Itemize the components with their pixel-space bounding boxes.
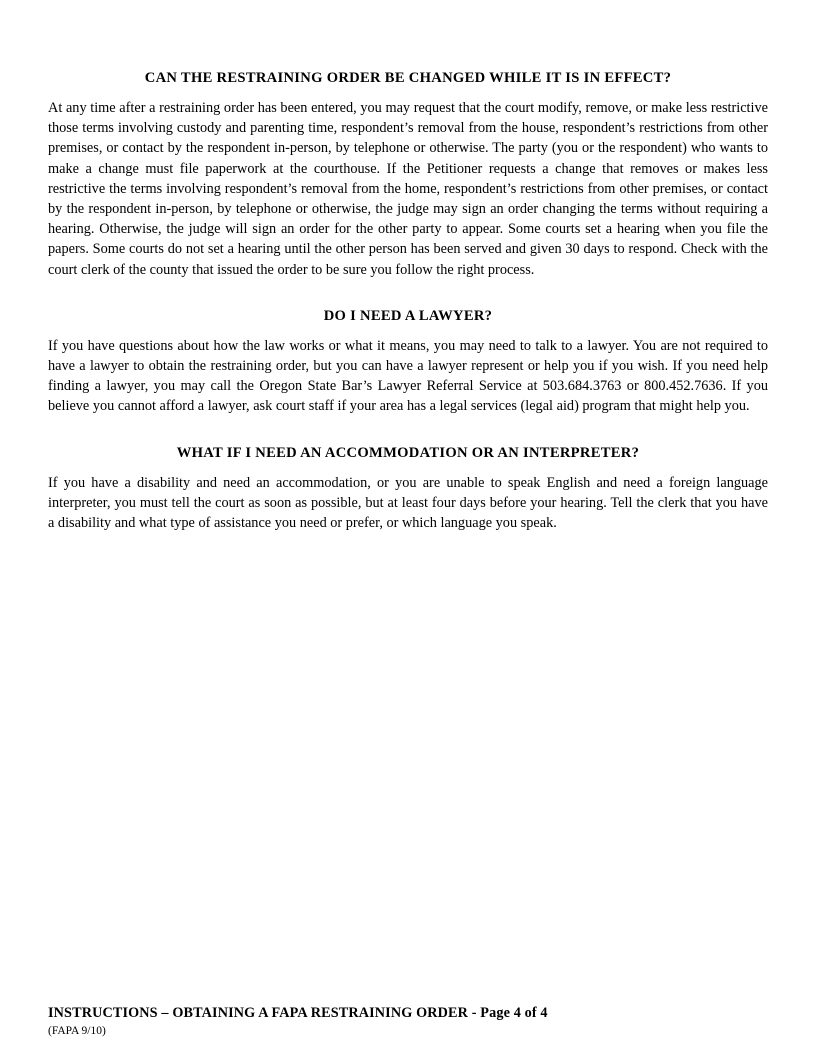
section-heading-restraining-order-changes: CAN THE RESTRAINING ORDER BE CHANGED WHILE IT IS IN EFFECT? — [144, 70, 672, 86]
footer-title: INSTRUCTIONS – OBTAINING A FAPA RESTRAINING ORDER - Page 4 of 4 — [48, 1005, 548, 1021]
footer-form-code: (FAPA 9/10) — [48, 1025, 106, 1037]
section-body-restraining-order-changes: At any time after a restraining order has been entered, you may request that the court modify, remove, or make less restrictive those terms involving custody and parenting time, respondent’s removal from the house, respondent’s restrictions from other premises, or contact by the respondent in-person, by telephone or otherwise. The party (you or the respondent) who wants to make a change must file paperwork at the courthouse. If the Petitioner requests a change that removes or makes less restrictive the terms involving respondent’s removal from the home, respondent’s restrictions from other premises, or contact by the respondent in-person, by telephone or otherwise, the judge may sign an order changing the terms without requiring a hearing. Otherwise, the judge will sign an order for the other party to appear. Some courts set a hearing when you file the papers. Some courts do not set a hearing until the other person has been served and given 30 days to respond. Check with the court clerk of the county that issued the order to be sure you follow the right process. — [48, 100, 768, 278]
section-heading-accommodation-interpreter: WHAT IF I NEED AN ACCOMMODATION OR AN INTERPRETER? — [176, 444, 640, 461]
top-margin-spacer — [48, 0, 768, 68]
heading-body-spacer — [48, 463, 768, 473]
heading-body-spacer — [48, 88, 768, 98]
document-content — [48, 0, 768, 533]
section-body-accommodation-interpreter: If you have a disability and need an accommodation, or you are unable to speak English and need a foreign language interpreter, you must tell the court as soon as possible, but at least four days before your hearing. Tell the clerk that you have a disability and what type of assistance you need or prefer, or which language you speak. — [48, 474, 768, 532]
section-gap-spacer — [48, 280, 768, 306]
section-body-need-a-lawyer: If you have questions about how the law works or what it means, you may need to talk to a lawyer. You are not required to have a lawyer to obtain the restraining order, but you can have a lawyer represent or help you if you wish. If you need help finding a lawyer, you may call the Oregon State Bar’s Lawyer Referral Service at 503.684.3763 or 800.452.7636. If you believe you cannot afford a lawyer, ask court staff if your area has a legal services (legal aid) program that might help you. — [48, 337, 768, 415]
heading-body-spacer — [48, 326, 768, 336]
page-footer — [48, 1005, 768, 1038]
section-heading-need-a-lawyer: DO I NEED A LAWYER? — [323, 307, 493, 324]
section-gap-spacer — [48, 417, 768, 443]
